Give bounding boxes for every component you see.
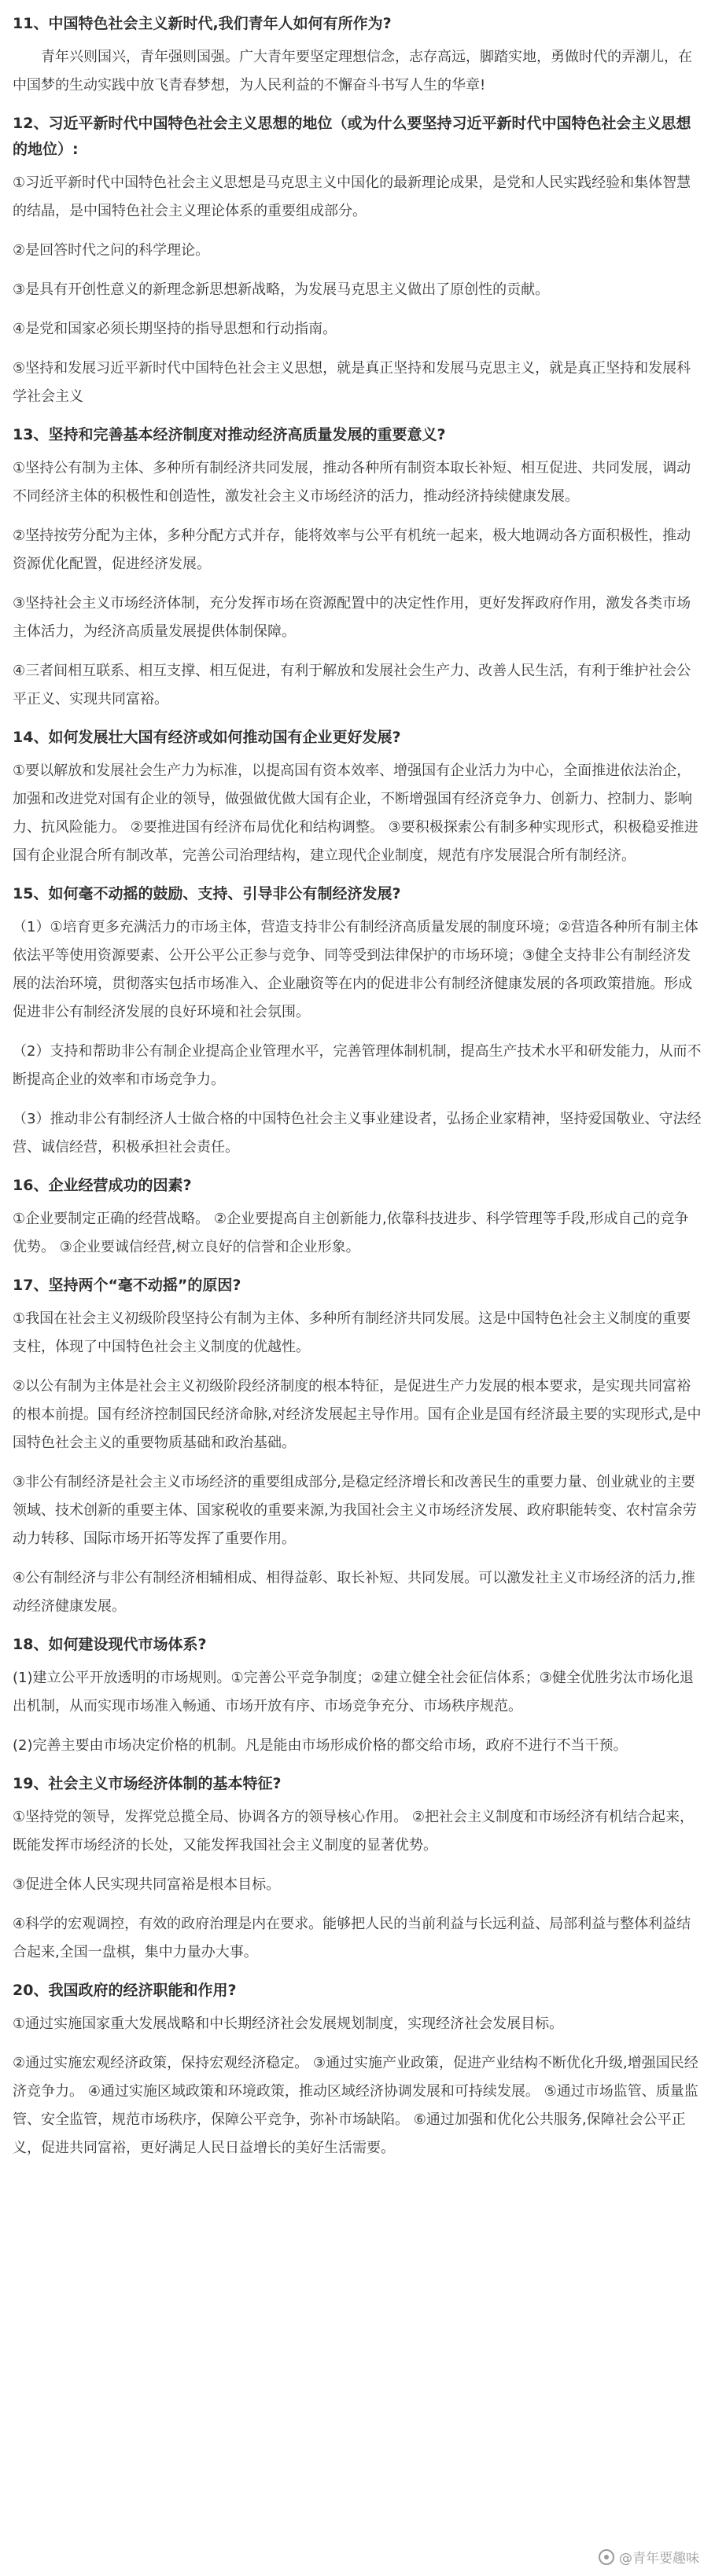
- section-title: 11、中国特色社会主义新时代,我们青年人如何有所作为?: [13, 15, 392, 32]
- section-18: [13, 1632, 702, 1760]
- section-17: [13, 1273, 702, 1621]
- watermark: [594, 2545, 704, 2568]
- paragraph: ③是具有开创性意义的新理念新思想新战略，为发展马克思主义做出了原创性的贡献。: [13, 281, 550, 298]
- section-14: [13, 725, 702, 870]
- paragraph: （1）①培育更多充满活力的市场主体，营造支持非公有制经济高质量发展的制度环境；②营造各种所有制主体依法平等使用资源要素、公开公平公正参与竞争、同等受到法律保护的市场环境；③健全支持非公有制经济发展的法治环境，贯彻落实包括市场准入、企业融资等在内的促进非公有制经济健康发展的各项政策措施。形成促进非公有制经济发展的良好环境和社会氛围。: [13, 919, 698, 1020]
- section-20: [13, 1978, 702, 2163]
- paragraph: （2）支持和帮助非公有制企业提高企业管理水平，完善管理体制机制，提高生产技术水平和研发能力，从而不断提高企业的效率和市场竞争力。: [13, 1043, 702, 1088]
- section-12: [13, 111, 702, 411]
- paragraph: ③坚持社会主义市场经济体制，充分发挥市场在资源配置中的决定性作用，更好发挥政府作用，激发各类市场主体活力，为经济高质量发展提供体制保障。: [13, 595, 691, 640]
- paragraph: ⑤坚持和发展习近平新时代中国特色社会主义思想，就是真正坚持和发展马克思主义，就是真正坚持和发展科学社会主义: [13, 360, 691, 405]
- watermark-text: @青年要趣味: [619, 2551, 699, 2567]
- paragraph: ④是党和国家必须长期坚持的指导思想和行动指南。: [13, 321, 337, 337]
- paragraph: ②坚持按劳分配为主体，多种分配方式并存，能将效率与公平有机统一起来，极大地调动各方面积极性，推动资源优化配置，促进经济发展。: [13, 527, 691, 572]
- paragraph: （3）推动非公有制经济人士做合格的中国特色社会主义事业建设者，弘扬企业家精神，坚持爱国敬业、守法经营、诚信经营，积极承担社会责任。: [13, 1111, 702, 1156]
- section-title: 16、企业经营成功的因素?: [13, 1177, 192, 1194]
- section-13: [13, 422, 702, 714]
- section-19: [13, 1771, 702, 1967]
- paragraph: ④科学的宏观调控，有效的政府治理是内在要求。能够把人民的当前利益与长远利益、局部利益与整体利益结合起来,全国一盘棋，集中力量办大事。: [13, 1916, 691, 1960]
- section-15: [13, 881, 702, 1162]
- paragraph: ②是回答时代之问的科学理论。: [13, 242, 210, 259]
- paragraph: 青年兴则国兴，青年强则国强。广大青年要坚定理想信念，志存高远，脚踏实地，勇做时代的弄潮儿，在中国梦的生动实践中放飞青春梦想，为人民利益的不懈奋斗书写人生的华章!: [13, 49, 692, 94]
- section-16: [13, 1173, 702, 1262]
- paragraph: ①我国在社会主义初级阶段坚持公有制为主体、多种所有制经济共同发展。这是中国特色社会主义制度的重要支柱，体现了中国特色社会主义制度的优越性。: [13, 1310, 691, 1355]
- paragraph: ①要以解放和发展社会生产力为标准，以提高国有资本效率、增强国有企业活力为中心，全面推进依法治企，加强和改进党对国有企业的领导，做强做优做大国有企业，不断增强国有经济竞争力、创新力、控制力、影响力、抗风险能力。 ②要推进国有经济布局优化和结构调整。 ③要积极探索公有制多种实现形式，积极稳妥推进国有企业混合所有制改革，完善公司治理结构，建立现代企业制度，规范有序发展混合所有制经济。: [13, 763, 698, 864]
- paragraph: ①习近平新时代中国特色社会主义思想是马克思主义中国化的最新理论成果，是党和人民实践经验和集体智慧的结晶，是中国特色社会主义理论体系的重要组成部分。: [13, 175, 691, 219]
- paragraph: ④公有制经济与非公有制经济相辅相成、相得益彰、取长补短、共同发展。可以激发社主义市场经济的活力,推动经济健康发展。: [13, 1570, 695, 1615]
- paragraph: ④三者间相互联系、相互支撑、相互促进，有利于解放和发展社会生产力、改善人民生活，有利于维护社会公平正义、实现共同富裕。: [13, 663, 691, 707]
- paragraph: ②以公有制为主体是社会主义初级阶段经济制度的根本特征，是促进生产力发展的根本要求，是实现共同富裕的根本前提。国有经济控制国民经济命脉,对经济发展起主导作用。国有企业是国有经济最主要的实现形式,是中国特色社会主义的重要物质基础和政治基础。: [13, 1378, 702, 1451]
- section-title: 17、坚持两个“毫不动摇”的原因?: [13, 1277, 241, 1294]
- section-title: 13、坚持和完善基本经济制度对推动经济高质量发展的重要意义?: [13, 426, 446, 443]
- section-title: 18、如何建设现代市场体系?: [13, 1636, 207, 1653]
- paragraph: ①坚持党的领导，发挥党总揽全局、协调各方的领导核心作用。 ②把社会主义制度和市场经济有机结合起来，既能发挥市场经济的长处，又能发挥我国社会主义制度的显著优势。: [13, 1809, 694, 1854]
- paragraph: (2)完善主要由市场决定价格的机制。凡是能由市场形成价格的都交给市场，政府不进行不当干预。: [13, 1737, 628, 1754]
- paragraph: ②通过实施宏观经济政策，保持宏观经济稳定。 ③通过实施产业政策，促进产业结构不断优化升级,增强国民经济竞争力。 ④通过实施区域政策和环境政策，推动区域经济协调发展和可持续发展。 ⑤通过市场监管、质量监管、安全监管，规范市场秩序，保障公平竞争，弥补市场缺陷。 ⑥通过加强和优化公共服务,保障社会公平正义，促进共同富裕，更好满足人民日益增长的美好生活需要。: [13, 2055, 698, 2156]
- paragraph: ①通过实施国家重大发展战略和中长期经济社会发展规划制度，实现经济社会发展目标。: [13, 2016, 564, 2032]
- paragraph: ③非公有制经济是社会主义市场经济的重要组成部分,是稳定经济增长和改善民生的重要力量、创业就业的主要领域、技术创新的重要主体、国家税收的重要来源,为我国社会主义市场经济发展、政府职能转变、农村富余劳动力转移、国际市场开拓等发挥了重要作用。: [13, 1474, 697, 1547]
- paragraph: ①坚持公有制为主体、多种所有制经济共同发展，推动各种所有制资本取长补短、相互促进、共同发展，调动不同经济主体的积极性和创造性，激发社会主义市场经济的活力，推动经济持续健康发展。: [13, 460, 691, 505]
- paragraph: (1)建立公平开放透明的市场规则。①完善公平竞争制度；②建立健全社会征信体系；③健全优胜劣汰市场化退出机制，从而实现市场准入畅通、市场开放有序、市场竞争充分、市场秩序规范。: [13, 1670, 694, 1714]
- weibo-logo-icon: [599, 2549, 614, 2565]
- section-title: 19、社会主义市场经济体制的基本特征?: [13, 1775, 282, 1792]
- section-title: 14、如何发展壮大国有经济或如何推动国有企业更好发展?: [13, 729, 401, 746]
- paragraph: ③促进全体人民实现共同富裕是根本目标。: [13, 1876, 281, 1893]
- paragraph: ①企业要制定正确的经营战略。 ②企业要提高自主创新能力,依靠科技进步、科学管理等手段,形成自己的竞争优势。 ③企业要诚信经营,树立良好的信誉和企业形象。: [13, 1211, 689, 1255]
- section-title: 12、习近平新时代中国特色社会主义思想的地位（或为什么要坚持习近平新时代中国特色社会主义思想的地位）:: [13, 115, 691, 158]
- section-title: 15、如何毫不动摇的鼓励、支持、引导非公有制经济发展?: [13, 885, 401, 902]
- section-title: 20、我国政府的经济职能和作用?: [13, 1982, 237, 1999]
- section-11: [13, 11, 702, 100]
